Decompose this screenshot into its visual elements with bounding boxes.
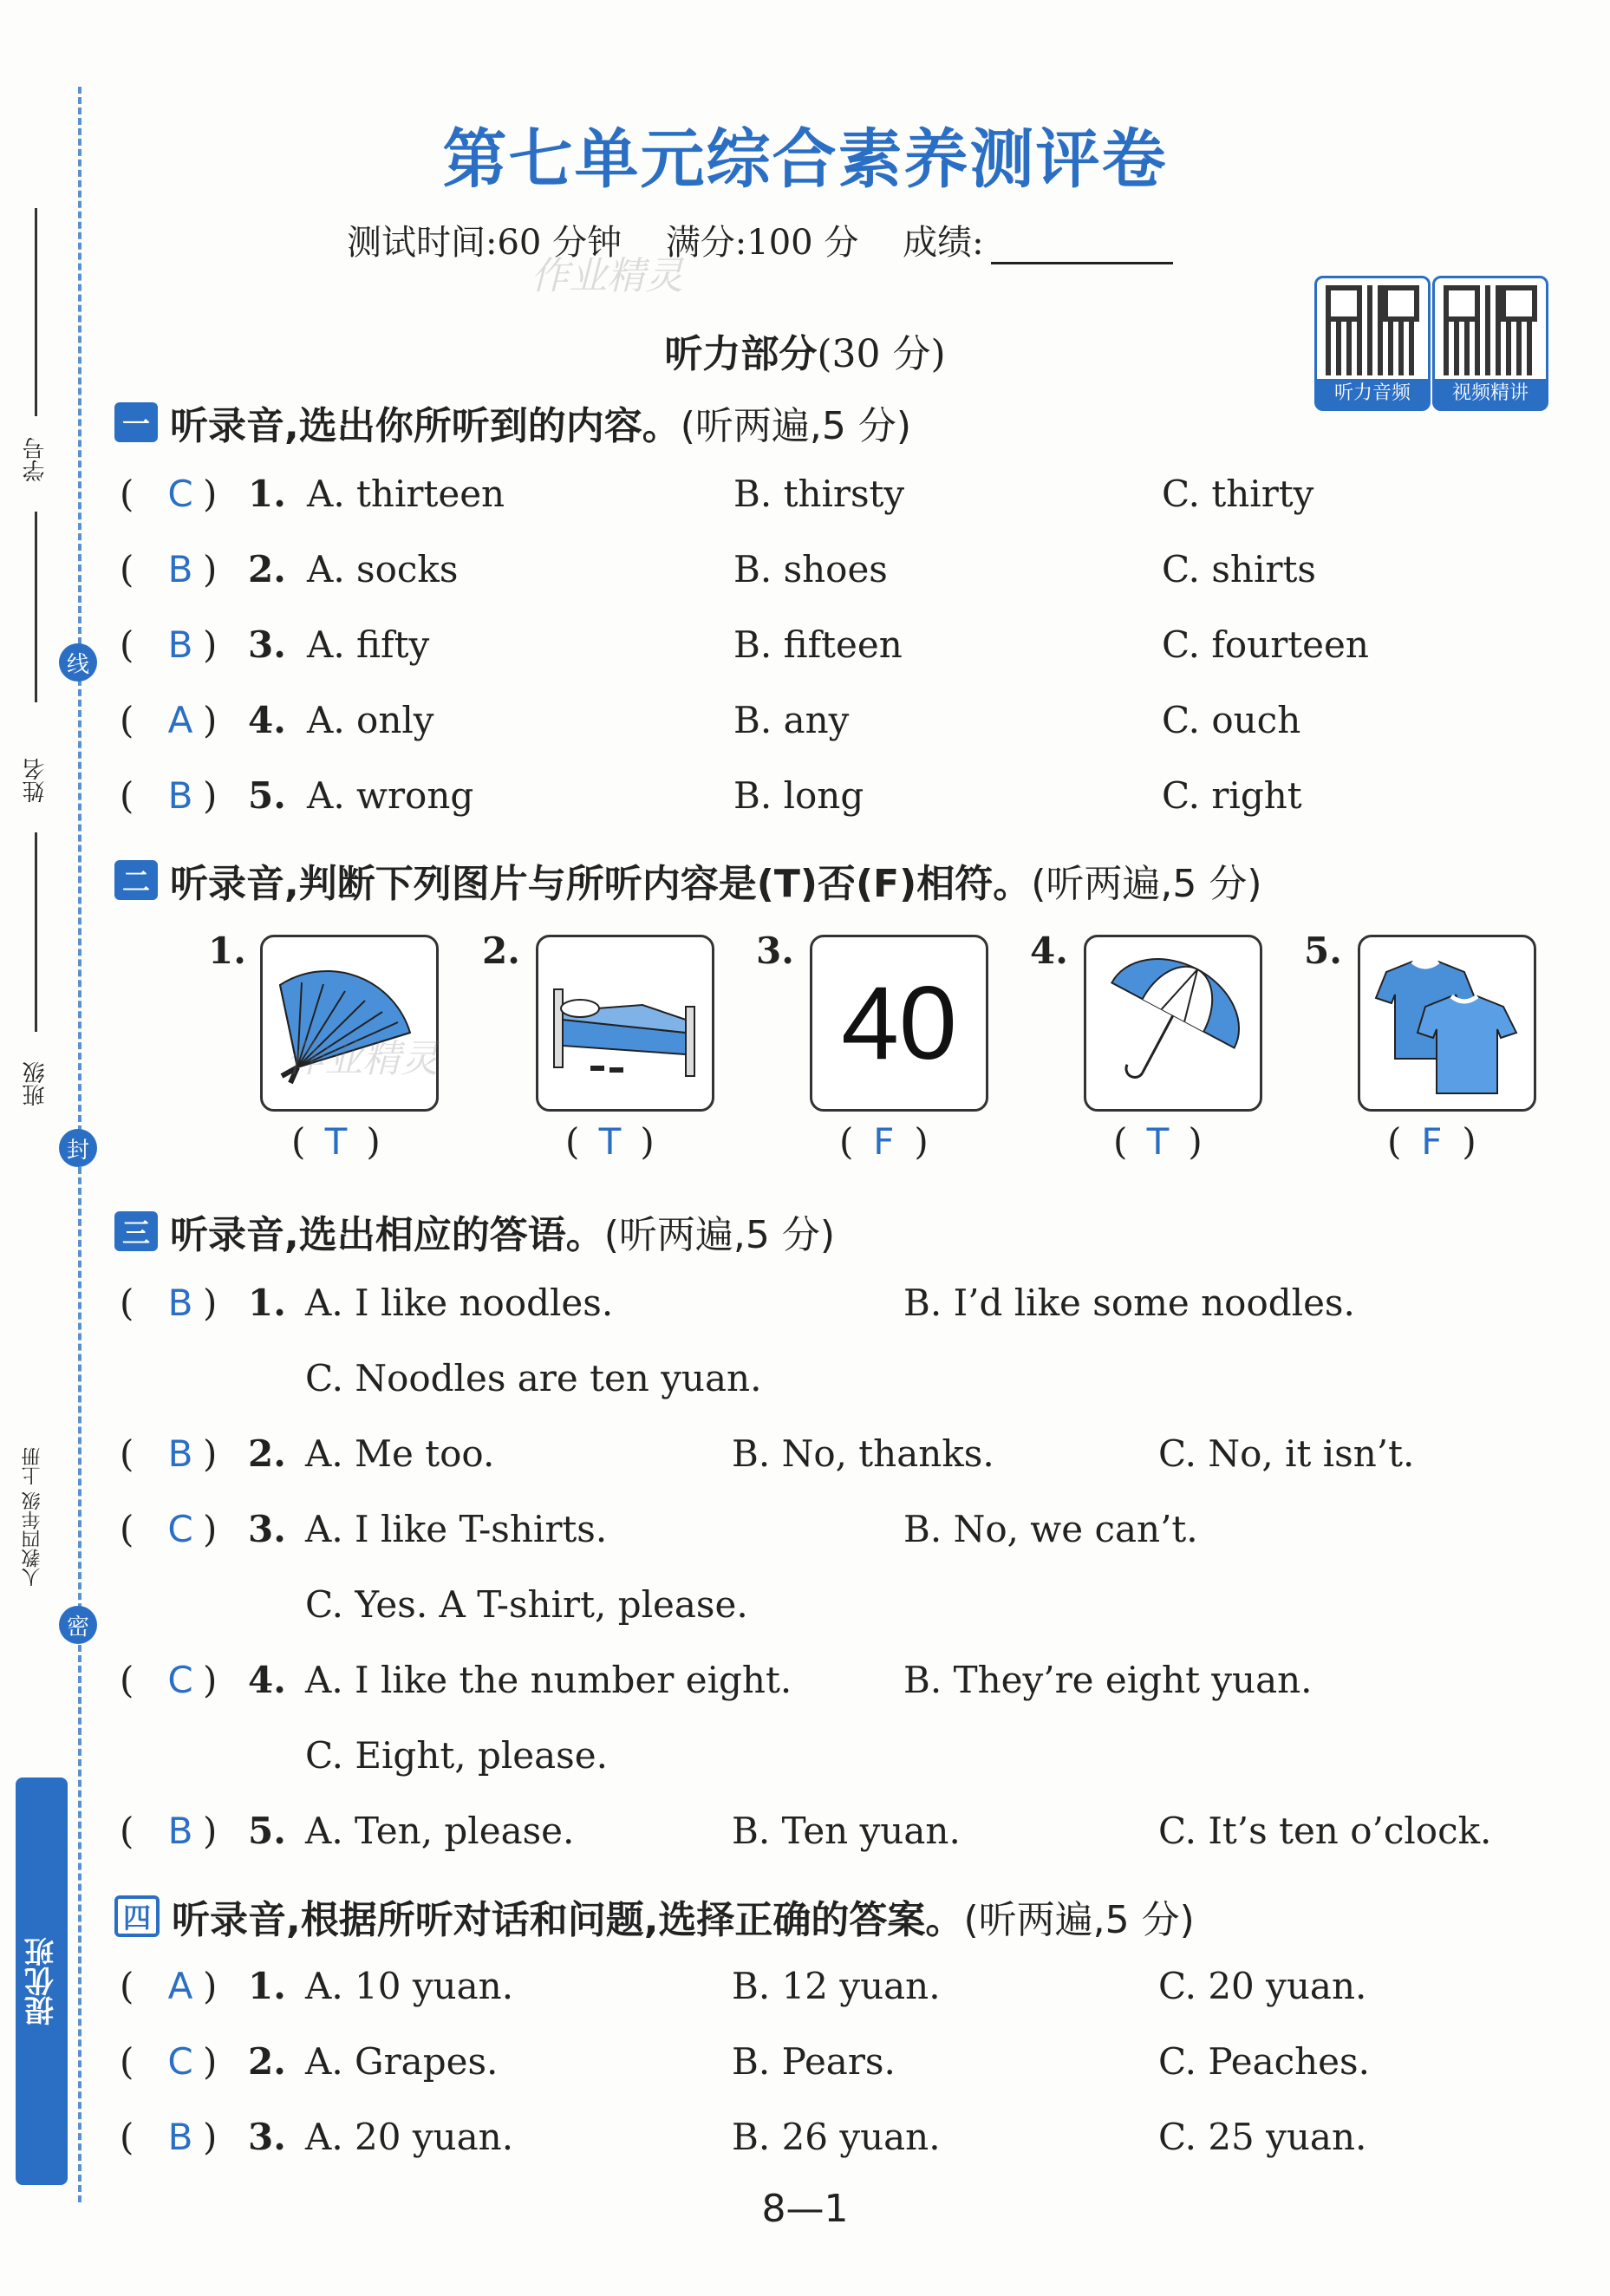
option-c[interactable]: C. It’s ten o’clock. (1158, 1810, 1492, 1852)
section-number: 三 (114, 1211, 158, 1251)
picture-bed (536, 935, 714, 1112)
qr-caption: 听力音频 (1317, 379, 1428, 408)
section-title: 听录音,判断下列图片与所听内容是(T)否(F)相符。 (170, 862, 1032, 906)
option-a[interactable]: A. wrong (307, 774, 474, 817)
question-number: 2. (248, 1432, 286, 1475)
question-number: 4. (248, 699, 286, 741)
option-b[interactable]: B. long (733, 774, 864, 817)
answer[interactable]: C (167, 2040, 193, 2083)
option-a[interactable]: A. 10 yuan. (305, 1965, 514, 2007)
page-title: 第七单元综合素养测评卷 (442, 122, 1168, 197)
question-number: 3. (248, 1508, 286, 1550)
option-c[interactable]: C. thirty (1162, 473, 1314, 515)
margin-label-edition: 人教四年级 上册 (22, 1447, 43, 1588)
answer[interactable]: B (167, 1432, 193, 1475)
tshirts-icon (1360, 937, 1534, 1109)
question-number: 3. (248, 623, 286, 666)
margin-label-class: 班级 (23, 1061, 49, 1106)
section-title: 听录音,选出相应的答语。 (170, 1213, 604, 1257)
option-b[interactable]: B. 26 yuan. (732, 2116, 941, 2158)
question-number: 1. (248, 1965, 286, 2007)
worksheet-page: 学号 姓名 班级 人教四年级 上册 线 封 密 提优班 第七单元综合素养测评卷 测试时间:60 分钟 满分:100 分 成绩: 作业精灵 听力音频 视频精讲 听力部分(30 分) 一 听录音,选出你所听到的内容。 (听两遍,5 分) ( C ) 1. A. thirteen B. thirsty C. thirty ( B ) 2. A. socks B. shoes C. shirts ( B ) 3. A. fifty B. fifteen C. fourteen ( A ) 4. A. only B. any C. ouch ( B ) 5. A. wrong B. long C. right 二 听录音,判断下列图片与所听内容是(T)否(F)相符。 (听两遍,5 分) 1. ( T ) 2. ( T ) 3. 40 ( F ) 4. ( T ) 5. ( F ) 作业精灵 三 听录音,选出相应的答语。 (听两遍,5 分) ( B ) 1. A. I like noodles. B. I’d like some noodles. C. Noodles are ten yuan. ( B ) 2. A. Me too. B. No, thanks. C. No, it isn’t. ( C ) 3. A. I like T-shirts. B. No, we can’t. C. Yes. A T-shirt, please. ( C ) 4. A. I like the number eight. B. They’re eight yuan. C. Eight, please. ( B ) 5. A. Ten, please. B. Ten yuan. C. It’s ten o’clock. 四 听录音,根据所听对话和问题,选择正确的答案。 (听两遍,5 分) ( A ) 1. A. 10 yuan. B. 12 yuan. C. 20 yuan. ( C ) 2. A. Grapes. B. Pears. C. Peaches. ( B ) 3. A. 20 yuan. B. 26 yuan. C. 25 yuan. 8—1 (0, 0, 1610, 2296)
question-number: 5. (248, 1810, 286, 1852)
option-a[interactable]: A. I like T-shirts. (305, 1508, 608, 1550)
option-b[interactable]: B. shoes (733, 548, 888, 590)
option-a[interactable]: A. only (307, 699, 434, 741)
picture-answer: ( F ) (839, 1120, 929, 1163)
section-note: (听两遍,5 分) (680, 404, 912, 448)
answer[interactable]: A (167, 699, 193, 741)
option-c[interactable]: C. Noodles are ten yuan. (305, 1357, 762, 1399)
fan-icon (263, 937, 436, 1109)
option-c[interactable]: C. 25 yuan. (1158, 2116, 1367, 2158)
answer[interactable]: B (167, 623, 193, 666)
option-c[interactable]: C. Eight, please. (305, 1734, 608, 1777)
option-c[interactable]: C. No, it isn’t. (1158, 1432, 1415, 1475)
section-number: 二 (114, 860, 158, 900)
picture-answer: ( T ) (1113, 1120, 1203, 1163)
picture-number: 1. (208, 929, 246, 972)
answer[interactable]: C (167, 1508, 193, 1550)
section-number: 一 (114, 402, 158, 442)
exam-meta (347, 215, 1173, 264)
margin-circle-seal: 封 (59, 1129, 97, 1167)
watermark: 作业精灵 (286, 1037, 439, 1081)
question-number: 5. (248, 774, 286, 817)
margin-label-name: 姓名 (23, 758, 49, 803)
brand-tab: 提优班 (16, 1777, 68, 2185)
option-c[interactable]: C. fourteen (1162, 623, 1369, 666)
picture-number-40 (810, 935, 988, 1112)
option-c[interactable]: C. ouch (1162, 699, 1301, 741)
picture-fan (260, 935, 439, 1112)
picture-number: 5. (1304, 929, 1342, 972)
option-a[interactable]: A. I like noodles. (305, 1282, 614, 1324)
option-a[interactable]: A. Ten, please. (305, 1810, 575, 1852)
option-b[interactable]: B. fifteen (733, 623, 903, 666)
option-a[interactable]: A. fifty (307, 623, 430, 666)
section-note: (听两遍,5 分) (1031, 862, 1262, 906)
option-b[interactable]: B. No, thanks. (732, 1432, 994, 1475)
section-1-heading (114, 395, 911, 450)
section-note: (听两遍,5 分) (603, 1213, 836, 1257)
option-c[interactable]: C. Yes. A T-shirt, please. (305, 1583, 748, 1626)
question-number: 4. (248, 1659, 286, 1701)
score-blank[interactable] (991, 231, 1173, 264)
answer[interactable]: B (167, 1282, 193, 1324)
margin-circle-secret: 密 (59, 1606, 97, 1644)
section-note: (听两遍,5 分) (963, 1898, 1195, 1942)
picture-number: 4. (1030, 929, 1068, 972)
picture-umbrella (1084, 935, 1262, 1112)
picture-tshirts (1358, 935, 1536, 1112)
question-number: 1. (248, 473, 286, 515)
question-number: 1. (248, 1282, 286, 1324)
option-a[interactable]: A. I like the number eight. (305, 1659, 792, 1701)
margin-line (35, 208, 37, 416)
answer[interactable]: B (167, 1810, 193, 1852)
option-b[interactable]: B. Ten yuan. (732, 1810, 961, 1852)
part-points: (30 分) (817, 332, 946, 376)
option-c[interactable]: C. Peaches. (1158, 2040, 1370, 2083)
page-number: 8—1 (761, 2187, 849, 2231)
watermark: 作业精灵 (531, 254, 683, 298)
section-3-heading (114, 1203, 835, 1259)
option-b[interactable]: B. They’re eight yuan. (903, 1659, 1313, 1701)
option-c[interactable]: C. right (1162, 774, 1302, 817)
option-a[interactable]: A. Grapes. (305, 2040, 499, 2083)
option-c[interactable]: C. 20 yuan. (1158, 1965, 1367, 2007)
option-b[interactable]: B. I’d like some noodles. (903, 1282, 1355, 1324)
picture-number: 2. (482, 929, 520, 972)
answer[interactable]: A (167, 1965, 193, 2007)
option-a[interactable]: A. socks (307, 548, 459, 590)
option-b[interactable]: B. thirsty (733, 473, 905, 515)
section-title: 听录音,选出你所听到的内容。 (170, 404, 681, 448)
option-a[interactable]: A. 20 yuan. (305, 2116, 514, 2158)
qr-caption: 视频精讲 (1435, 379, 1546, 408)
answer[interactable]: B (167, 774, 193, 817)
option-b[interactable]: B. 12 yuan. (732, 1965, 941, 2007)
answer[interactable]: C (167, 473, 193, 515)
score-label: 成绩: (903, 223, 984, 263)
option-b[interactable]: B. No, we can’t. (903, 1508, 1198, 1550)
answer[interactable]: T (1146, 1120, 1170, 1163)
option-a[interactable]: A. Me too. (305, 1432, 495, 1475)
picture-number: 3. (756, 929, 794, 972)
answer[interactable]: T (598, 1120, 622, 1163)
umbrella-icon (1086, 937, 1260, 1109)
answer[interactable]: B (167, 2116, 193, 2158)
option-a[interactable]: A. thirteen (307, 473, 505, 515)
answer[interactable]: F (1421, 1120, 1443, 1163)
bed-icon (538, 937, 712, 1109)
margin-line (35, 832, 37, 1032)
exam-time: 测试时间:60 分钟 (347, 223, 622, 263)
option-b[interactable]: B. Pears. (732, 2040, 896, 2083)
answer[interactable]: T (324, 1120, 348, 1163)
section-4-heading (114, 1888, 1195, 1944)
question-number: 2. (248, 2040, 286, 2083)
picture-answer: ( T ) (565, 1120, 655, 1163)
part-title-text: 听力部分 (664, 332, 818, 376)
margin-line (35, 512, 37, 702)
margin-circle-line: 线 (59, 643, 97, 682)
number-40-text: 40 (841, 965, 957, 1081)
answer[interactable]: B (167, 548, 193, 590)
option-c[interactable]: C. shirts (1162, 548, 1316, 590)
picture-answer: ( T ) (291, 1120, 381, 1163)
margin-label-student-no: 学号 (23, 437, 49, 482)
exam-full-score: 满分:100 分 (665, 223, 859, 263)
part-title (0, 323, 1610, 378)
question-number: 2. (248, 548, 286, 590)
option-b[interactable]: B. any (733, 699, 850, 741)
answer[interactable]: C (167, 1659, 193, 1701)
section-number: 四 (114, 1895, 160, 1937)
section-title: 听录音,根据所听对话和问题,选择正确的答案。 (172, 1898, 964, 1942)
picture-answer: ( F ) (1387, 1120, 1476, 1163)
answer[interactable]: F (873, 1120, 895, 1163)
question-number: 3. (248, 2116, 286, 2158)
section-2-heading (114, 852, 1262, 908)
